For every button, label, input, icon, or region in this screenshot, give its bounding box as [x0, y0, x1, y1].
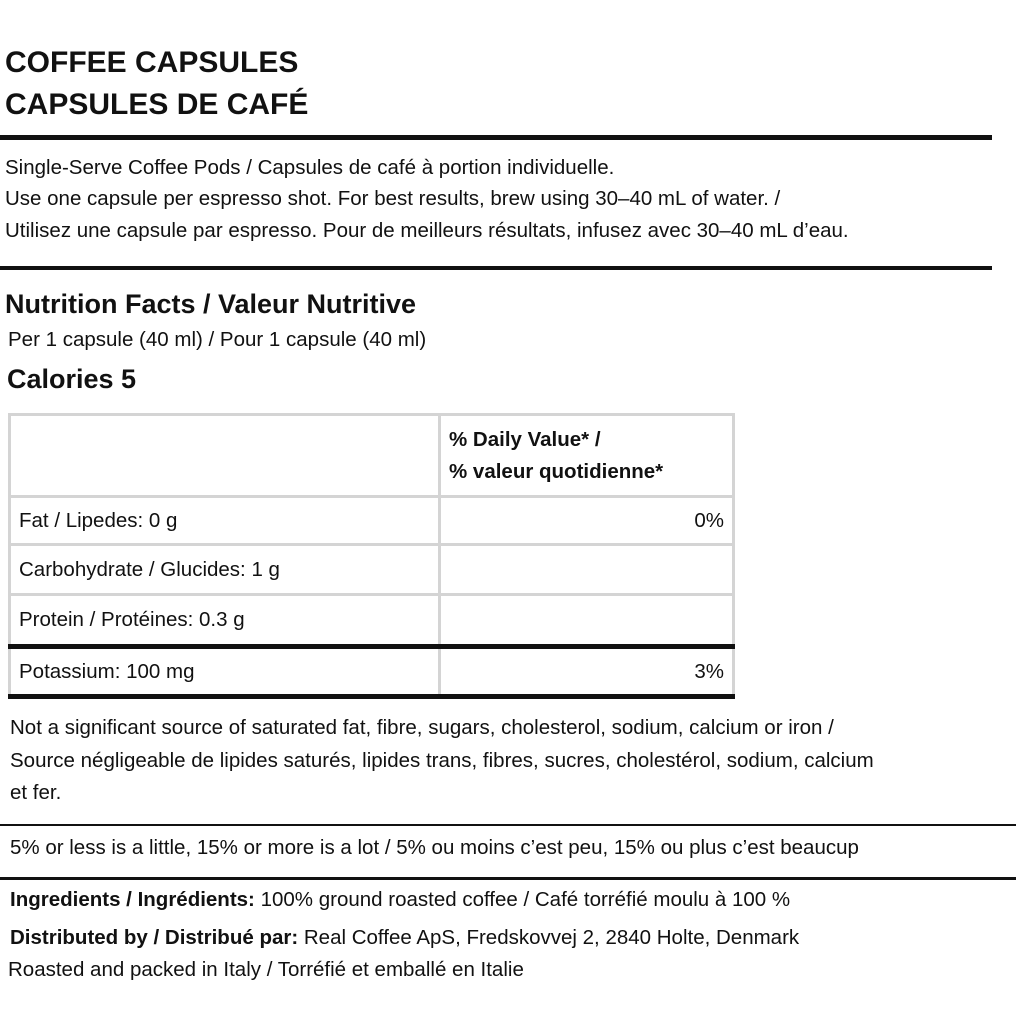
- dv-header: % Daily Value* / % valeur quotidienne*: [440, 415, 734, 497]
- table-row: [10, 647, 734, 697]
- calories: Calories 5: [7, 364, 137, 394]
- distributor: Distributed by / Distribué par: Real Coffee ApS, Fredskovvej 2, 2840 Holte, Denmark: [10, 926, 800, 949]
- divider: [0, 877, 1016, 880]
- nutrient-dv: 3%: [440, 647, 734, 697]
- title-fr: CAPSULES DE CAFÉ: [5, 88, 309, 121]
- table-row: [10, 497, 734, 545]
- description-line: Single-Serve Coffee Pods / Capsules de café à portion individuelle.: [5, 156, 615, 179]
- nutrient-label: Protein / Protéines: 0.3 g: [10, 595, 440, 647]
- dv-guide: 5% or less is a little, 15% or more is a lot / 5% ou moins c’est peu, 15% ou plus c’est beaucup: [10, 836, 859, 859]
- description-line: Use one capsule per espresso shot. For best results, brew using 30–40 mL of water. /: [5, 187, 781, 210]
- nutrient-dv: 0%: [440, 497, 734, 545]
- notes-line: et fer.: [10, 781, 62, 804]
- origin: Roasted and packed in Italy / Torréfié et emballé en Italie: [8, 958, 524, 981]
- serving-size: Per 1 capsule (40 ml) / Pour 1 capsule (40 ml): [8, 328, 427, 351]
- table-row: [10, 595, 734, 647]
- nutrient-label: Potassium: 100 mg: [10, 647, 440, 697]
- divider: [0, 824, 1016, 826]
- title-en: COFFEE CAPSULES: [5, 46, 299, 79]
- nutrition-table: [8, 413, 735, 699]
- nutrient-dv: [440, 545, 734, 595]
- divider: [0, 266, 992, 270]
- nutrition-heading: Nutrition Facts / Valeur Nutritive: [5, 289, 417, 319]
- notes-line: Source négligeable de lipides saturés, lipides trans, fibres, sucres, cholestérol, sodium, calcium: [10, 749, 874, 772]
- notes-line: Not a significant source of saturated fat, fibre, sugars, cholesterol, sodium, calcium or iron /: [10, 716, 834, 739]
- description-line: Utilisez une capsule par espresso. Pour de meilleurs résultats, infusez avec 30–40 mL d’eau.: [5, 219, 849, 242]
- ingredients: Ingredients / Ingrédients: 100% ground roasted coffee / Café torréfié moulu à 100 %: [10, 888, 791, 911]
- nutrient-label: Carbohydrate / Glucides: 1 g: [10, 545, 440, 595]
- divider: [0, 135, 992, 140]
- nutrient-dv: [440, 595, 734, 647]
- nutrient-label: Fat / Lipedes: 0 g: [10, 497, 440, 545]
- table-row: [10, 545, 734, 595]
